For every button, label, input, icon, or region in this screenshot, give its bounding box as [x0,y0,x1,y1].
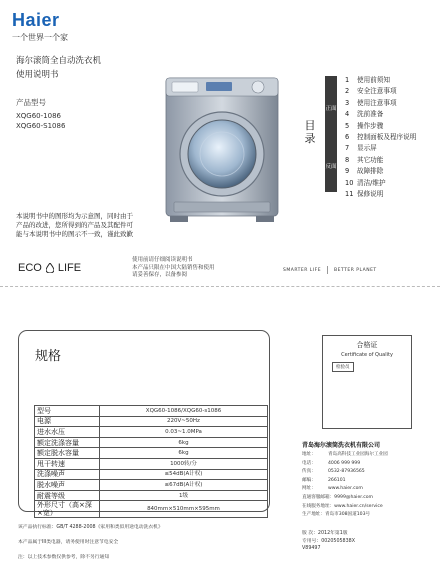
certificate-title: 合格证 [356,341,378,349]
spec-value: 6kg [100,437,268,448]
toc-item [345,166,416,177]
toc-item [345,189,416,200]
contact-row [302,494,388,503]
title-line: 使用说明书 [16,70,59,80]
contact-value: www.haier.cn/service [334,503,383,509]
spec-key: 脱水噪声 [35,480,100,491]
toc-label: 安全注意事项 [357,87,397,96]
model-number: XQG60-1086 [16,112,61,120]
contact-value: 266101 [328,477,346,483]
table-row [35,416,268,427]
contact-label: 网址： [302,486,316,492]
toc-label: 操作步骤 [357,121,384,130]
toc-item [345,109,416,120]
spec-key: 外形尺寸（高×深×宽） [35,501,100,518]
toc-number: 10 [345,178,354,187]
contact-label: 直通客服邮箱： [302,494,335,500]
toc-item [345,143,416,154]
table-row [35,406,268,417]
spec-value: 840mm×510mm×595mm [100,501,268,518]
spec-key: 额定脱水容量 [35,448,100,459]
toc-number: 8 [345,155,350,164]
spec-title: 规格 [35,349,62,364]
contact-label: 传真： [302,469,316,475]
spec-value: 6kg [100,448,268,459]
spec-value: 0.03~1.0MPa [100,427,268,438]
spec-key: 进水水压 [35,427,100,438]
toc-label: 清洁/维护 [357,178,386,187]
spec-key: 额定洗涤容量 [35,437,100,448]
toc-number: 2 [345,87,350,96]
note-line: 本说明书中的图形均为示意图，同时由于 [16,212,133,220]
note-line: 能与本说明书中的图示不一致，谨此致歉 [16,230,133,238]
reading-notice [132,257,215,280]
contact-value: www.haier.com [328,486,363,492]
contact-value: 青岛高科技工业园海尔工业园 [328,452,388,457]
spec-value: XQG60-1086/XQG60-s1086 [100,406,268,417]
table-row [35,469,268,480]
inspector-label: 检验员 [332,362,354,372]
contact-row [302,477,388,486]
toc-number: 5 [345,121,350,130]
spec-value: 1级 [100,490,268,501]
tagline-divider [327,266,328,274]
contact-label: 地址： [302,452,316,457]
toc-number: 6 [345,133,350,142]
spec-key: 耐震等级 [35,490,100,501]
spec-value: 220V~50Hz [100,416,268,427]
company-name: 青岛海尔滚筒洗衣机有限公司 [302,442,381,449]
spec-key: 洗涤噪声 [35,469,100,480]
spec-key: 电源 [35,416,100,427]
notice-line: 请妥善保存，以备参阅 [132,272,188,278]
toc-label: 保修说明 [357,190,384,199]
brand-slogan: 一个世界一个家 [12,33,68,42]
table-row [35,427,268,438]
toc-item [345,86,416,97]
table-row [35,448,268,459]
contact-row [302,468,388,477]
toc-number: 4 [345,110,350,119]
brand-name: Haier [12,10,60,30]
toc-number: 9 [345,167,350,176]
note-line: 产品的改进，您所得到的产品及其配件可 [16,221,133,229]
table-of-contents [345,75,416,200]
toc-item [345,178,416,189]
contact-label: 在线服务地址： [302,503,335,509]
table-row [35,437,268,448]
spec-key: 型号 [35,406,100,417]
model-label: 产品型号 [16,98,46,107]
spec-value: ≤67dB(A计权) [100,480,268,491]
contact-row [302,460,388,469]
standard-notes [18,520,163,565]
spec-key: 甩干转速 [35,458,100,469]
version-info [302,530,355,553]
side-tab-back: 反面 [325,142,337,192]
table-row [35,480,268,491]
contact-list [302,451,388,520]
toc-item [345,121,416,132]
toc-label: 使用前须知 [357,76,390,84]
standard-line: 该产品执行标准：GB/T 4288-2008《家用和类似用途电动洗衣机》 [18,525,163,530]
spec-value: 1000转/分 [100,458,268,469]
contact-row [302,485,388,494]
contact-row [302,451,388,460]
table-row [35,458,268,469]
leaf-drop-icon [46,263,54,273]
toc-number: 1 [345,76,350,84]
toc-number: 11 [345,190,354,199]
toc-heading: 目录 [304,119,316,145]
quality-certificate [322,335,412,429]
illustration-note [16,212,166,239]
contact-label: 电话： [302,460,316,466]
toc-label: 其它功能 [357,155,384,164]
notice-line: 使用前请仔细阅读说明书 [132,257,193,263]
standard-line: 本产品属于III类电器，请务使用时注意节电安全 [18,540,119,545]
haier-logo [12,10,68,43]
contact-label: 邮编： [302,477,316,483]
toc-item [345,98,416,109]
toc-item [345,75,416,86]
spec-value: ≤54dB(A计权) [100,469,268,480]
side-tab-front: 正面 [325,76,337,142]
table-row [35,501,268,518]
version-line: V89497 [302,546,321,552]
contact-value: 0532-87936565 [328,469,365,475]
spec-table [34,405,268,518]
model-list [16,111,65,131]
contact-value: 9999@haier.com [334,494,374,500]
table-row [35,490,268,501]
certificate-subtitle: Certificate of Quality [341,352,393,358]
contact-value: 4006 999 999 [328,460,361,466]
contact-row [302,503,388,512]
contact-label: 生产地址： [302,512,325,518]
version-line: 专用号：0020505838X [302,538,355,544]
toc-label: 洗前准备 [357,110,384,119]
front-cover [0,0,440,287]
manual-title [16,54,101,82]
tagline [283,266,377,274]
life-text: LIFE [57,262,82,274]
toc-item [345,155,416,166]
washing-machine-image [162,76,282,224]
toc-label: 控制面板及程序说明 [357,133,417,142]
toc-number: 7 [345,144,350,153]
version-line: 版 次：2012年第1版 [302,531,348,536]
toc-number: 3 [345,98,350,107]
eco-life-logo [18,262,81,274]
tagline-better: BETTER PLANET [334,267,377,273]
contact-value: 青岛市308国道103号 [324,512,371,518]
toc-item [345,132,416,143]
title-line: 海尔滚筒全自动洗衣机 [16,56,102,66]
standard-line: 注：以上技术参数仅供参考，除不另行通知 [18,555,110,560]
toc-label: 使用注意事项 [357,98,397,107]
tagline-smarter: SMARTER LIFE [283,267,322,273]
contact-row [302,511,388,520]
toc-label: 故障排除 [357,167,384,176]
notice-line: 本产品只限在中国大陆销售和使用 [132,264,215,271]
eco-text: ECO [18,262,42,274]
toc-label: 显示屏 [357,144,377,153]
model-number: XQG60-S1086 [16,122,66,130]
